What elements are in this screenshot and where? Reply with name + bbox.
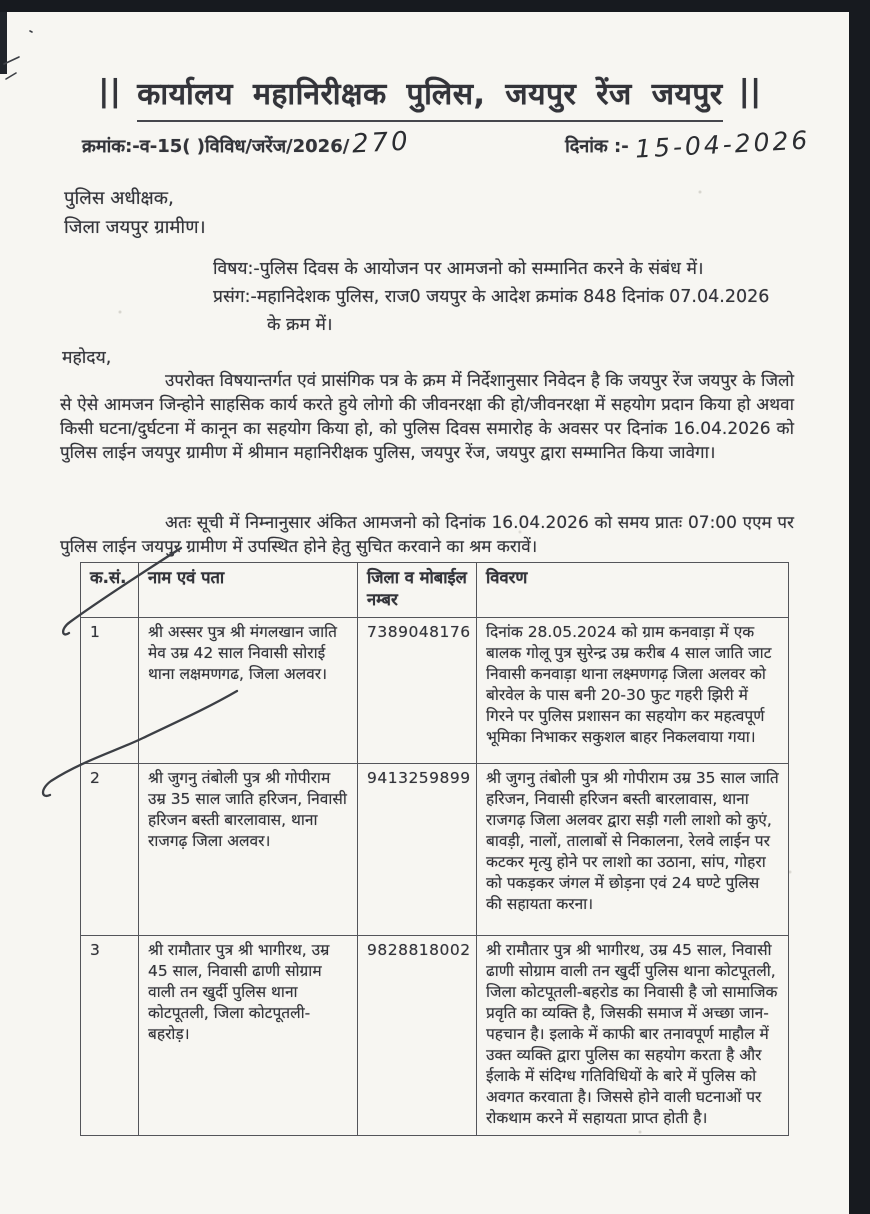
cell-mobile: 9413259899 <box>358 764 477 936</box>
reference-number-group <box>82 126 412 160</box>
awardees-table <box>80 562 789 1136</box>
subject-line: विषय:-पुलिस दिवस के आयोजन पर आमजनो को सम्मानित करने के संबंध में। <box>213 259 704 279</box>
scan-edge-right <box>849 0 870 1214</box>
cell-name-address: श्री अस्सर पुत्र श्री मंगलखान जाति मेव उम्र 42 साल निवासी सोराई थाना लक्षमणगढ, जिला अलवर। <box>139 618 358 764</box>
letterhead <box>40 72 820 122</box>
addressee-district: जिला जयपुर ग्रामीण। <box>64 217 206 238</box>
cell-name-address: श्री जुगनु तंबोली पुत्र श्री गोपीराम उम्र 35 साल जाति हरिजन, निवासी हरिजन बस्ती बारलावास, थाना राजगढ़ जिला अलवर। <box>139 764 358 936</box>
handwritten-reference-number: 270 <box>351 126 412 160</box>
cell-serial: 1 <box>81 618 139 764</box>
col-header-district-mobile: जिला व मोबाईल नम्बर <box>358 563 477 618</box>
scan-edge-top <box>0 0 870 12</box>
handwritten-date: 15-04-2026 <box>634 125 811 164</box>
body-paragraph-1: उपरोक्त विषयान्तर्गत एवं प्रासंगिक पत्र के क्रम में निर्देशानुसार निवेदन है कि जयपुर रेंज जयपुर के जिलो से ऐसे आमजन जिन्होने साहसिक कार्य करते हुये लोगो की जीवनरक्षा की हो/जीवनरक्षा में सहयोग प्रदान किया हो अथवा किसी घटना/दुर्घटना में कानून का सहयोग किया हो, को पुलिस दिवस समारोह के अवसर पर दिनांक 16.04.2026 को पुलिस लाईन जयपुर ग्रामीण में श्रीमान महानिरीक्षक पुलिस, जयपुर रेंज, जयपुर द्वारा सम्मानित किया जावेगा। <box>60 371 794 463</box>
table-row <box>81 618 789 764</box>
col-header-name-address: नाम एवं पता <box>139 563 358 618</box>
title-bar-right: || <box>738 74 762 109</box>
body-paragraph-2: अतः सूची में निम्नानुसार अंकित आमजनो को दिनांक 16.04.2026 को समय प्रातः 07:00 एएम पर पुलिस लाईन जयपुर ग्रामीण में उपस्थित होने हेतु सुचित करवाने का श्रम करावें। <box>60 513 794 557</box>
addressee-block <box>64 184 206 242</box>
table-row <box>81 764 789 936</box>
salutation: महोदय, <box>62 348 112 368</box>
subject-reference-block <box>213 255 813 339</box>
office-title: कार्यालय महानिरीक्षक पुलिस, जयपुर रेंज जयपुर <box>137 72 722 122</box>
reference-context-line: प्रसंग:-महानिदेशक पुलिस, राज0 जयपुर के आदेश क्रमांक 848 दिनांक 07.04.2026 <box>213 287 770 307</box>
date-group <box>565 125 811 164</box>
date-label: दिनांक :- <box>565 136 629 157</box>
letter-page <box>0 12 849 1214</box>
col-header-serial: क.सं. <box>81 563 139 618</box>
reference-context-continuation: के क्रम में। <box>267 315 333 335</box>
cell-details: श्री जुगनु तंबोली पुत्र श्री गोपीराम उम्र 35 साल जाति हरिजन, निवासी हरिजन बस्ती बारलावास, थाना राजगढ़ जिला अलवर द्वारा सड़ी गली लाशो को कुएं, बावड़ी, नालों, तालाबों से निकालना, रेलवे लाईन पर कटकर मृत्यु होने पर लाशो का उठाना, सांप, गोहरा को पकड़कर जंगल में छोड़ना एवं 24 घण्टे पुलिस की सहायता करना। <box>477 764 789 936</box>
cell-name-address: श्री रामौतार पुत्र श्री भागीरथ, उम्र 45 साल, निवासी ढाणी सोग्राम वाली तन खुर्दी पुलिस थाना कोटपूतली, जिला कोटपूतली-बहरोड़। <box>139 936 358 1136</box>
cell-mobile: 7389048176 <box>358 618 477 764</box>
title-bar-left: || <box>98 74 122 109</box>
addressee-designation: पुलिस अधीक्षक, <box>64 188 174 209</box>
scan-edge-left <box>0 12 7 74</box>
table-header-row <box>81 563 789 618</box>
cell-serial: 3 <box>81 936 139 1136</box>
table-row <box>81 936 789 1136</box>
cell-details: श्री रामौतार पुत्र श्री भागीरथ, उम्र 45 साल, निवासी ढाणी सोग्राम वाली तन खुर्दी पुलिस थाना कोटपूतली, जिला कोटपूतली-बहरोड का निवासी है जो सामाजिक प्रवृति का व्यक्ति है, जिसकी समाज में अच्छा जान-पहचान है। इलाके में काफी बार तनावपूर्ण माहौल में उक्त व्यक्ति द्वारा पुलिस का सहयोग करता है और ईलाके में संदिग्ध गतिविधियों के बारे में पुलिस को अवगत करवाता है। जिससे होने वाली घटनाओं पर रोकथाम करने में सहायता प्राप्त होती है। <box>477 936 789 1136</box>
reference-number-label: क्रमांक:-व-15( )विविध/जरेंज/2026/ <box>82 136 350 157</box>
col-header-details: विवरण <box>477 563 789 618</box>
cell-serial: 2 <box>81 764 139 936</box>
cell-mobile: 9828818002 <box>358 936 477 1136</box>
cell-details: दिनांक 28.05.2024 को ग्राम कनवाड़ा में एक बालक गोलू पुत्र सुरेन्द्र उम्र करीब 4 साल जाति जाट निवासी कनवाड़ा थाना लक्ष्मणगढ़ जिला अलवर को बोरवेल के पास बनी 20-30 फुट गहरी झिरी में गिरने पर पुलिस प्रशासन का सहयोग कर महत्वपूर्ण भूमिका निभाकर सकुशल बाहर निकलवाया गया। <box>477 618 789 764</box>
reference-row <box>82 125 811 164</box>
